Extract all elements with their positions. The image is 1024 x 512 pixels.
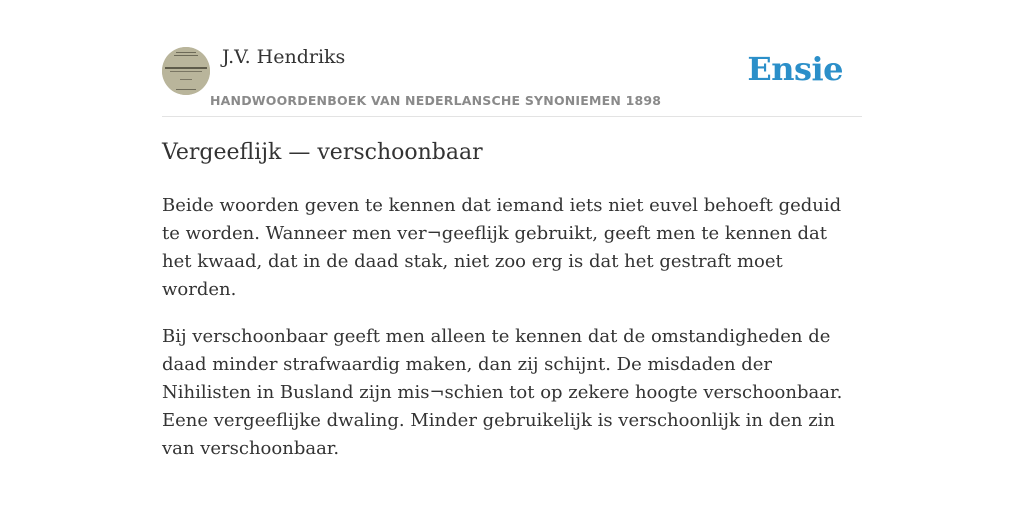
entry-paragraph: Bij verschoonbaar geeft men alleen te kennen dat de omstandigheden de daad minder strafwaardig maken, dan zij schijnt. De misdaden der Nihilisten in Busland zijn mis¬schien tot op zekere hoogte verschoonbaar. Eene vergeeflijke dwaling. Minder gebruikelijk is verschoonlijk in den zin van verschoonbaar.	[162, 326, 843, 459]
brand-logo[interactable]: Ensie	[747, 50, 843, 88]
entry-paragraph: Beide woorden geven te kennen dat iemand iets niet euvel behoeft geduid te worden. Wanneer men ver¬geeflijk gebruikt, geeft men te kennen dat het kwaad, dat in de daad stak, niet zoo erg is dat het gestraft moet worden.	[162, 195, 842, 300]
source-title[interactable]: HANDWOORDENBOEK VAN NEDERLANSCHE SYNONIEMEN 1898	[210, 93, 662, 108]
entry-title: Vergeeflijk — verschoonbaar	[162, 140, 483, 165]
author-name[interactable]: J.V. Hendriks	[222, 46, 346, 68]
header	[162, 40, 862, 117]
book-cover-icon[interactable]	[162, 47, 210, 95]
entry-body	[162, 192, 862, 482]
